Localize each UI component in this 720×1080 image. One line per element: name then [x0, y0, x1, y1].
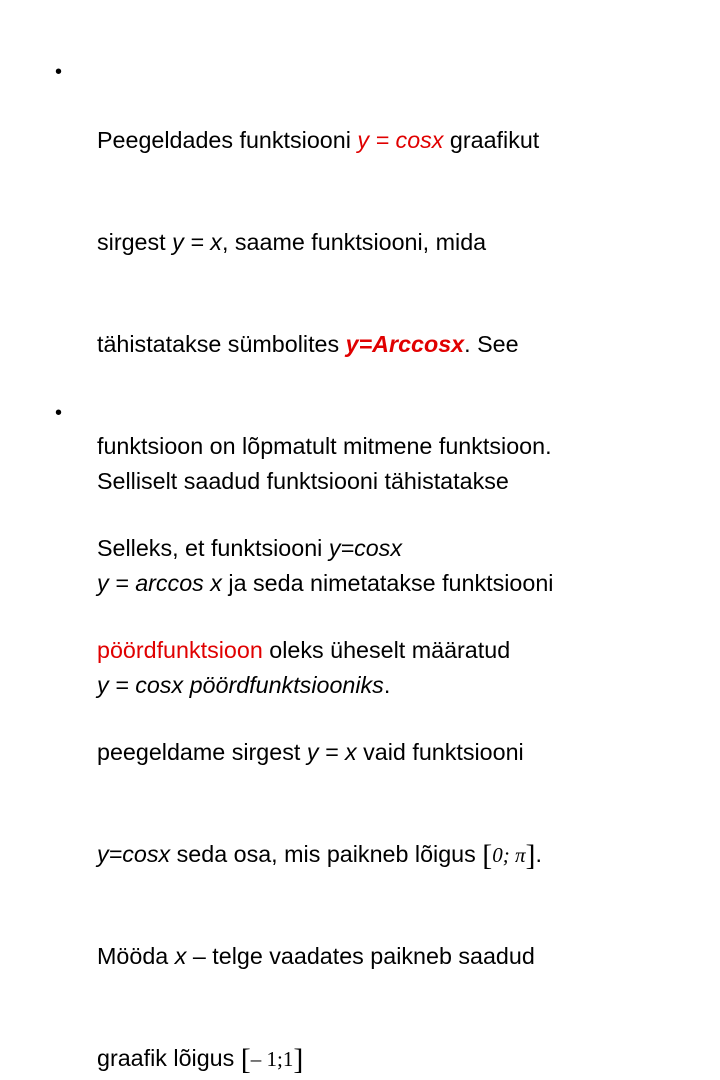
text-line: [97, 566, 697, 600]
variable-x: x: [174, 943, 187, 969]
text-line: [97, 123, 697, 157]
text-line: Selliselt saadud funktsiooni tähistatakse: [97, 468, 509, 494]
formula-y-cosx: y=cosx: [97, 841, 171, 867]
bullet-marker: •: [55, 402, 63, 424]
text-line: funktsioon on lõpmatult mitmene funktsioon.: [97, 433, 552, 459]
text-span: Mööda: [97, 943, 175, 969]
text-line: [97, 1041, 697, 1075]
interval-0-pi: [0; π]: [482, 839, 536, 872]
text-span: Peegeldades funktsiooni: [97, 127, 358, 153]
text-span: – telge vaadates paikneb saadud: [186, 943, 535, 969]
text-span: vaid funktsiooni: [356, 739, 524, 765]
text-line: [97, 668, 697, 702]
bullet-marker: •: [55, 61, 63, 83]
formula-inverse-name: y = cosx pöördfunktsiooniks: [97, 672, 384, 698]
formula-y-cosx: y = cosx: [357, 127, 444, 153]
text-span: peegeldame sirgest: [97, 739, 307, 765]
text-span: .: [535, 841, 543, 867]
text-span: graafikut: [443, 127, 540, 153]
formula-arccos: y=Arccosx: [345, 331, 465, 357]
text-span: tähistatakse sümbolites: [97, 331, 346, 357]
text-span: oleks üheselt määratud: [262, 637, 511, 663]
text-line: [97, 327, 697, 361]
text-span: sirgest: [97, 229, 173, 255]
formula-y-x: y = x: [306, 739, 357, 765]
formula-y-cosx: y=cosx: [328, 535, 402, 561]
text-line: [97, 837, 697, 871]
interval-minus1-1: [– 1;1]: [240, 1043, 304, 1076]
text-span: . See: [464, 331, 519, 357]
text-line: [97, 225, 697, 259]
formula-y-x: y = x: [172, 229, 222, 255]
text-span: , saame funktsiooni, mida: [221, 229, 487, 255]
text-span: .: [383, 672, 391, 698]
term-inverse-function: pöördfunktsioon: [97, 637, 263, 663]
bullet-paragraph-2: [97, 396, 697, 770]
text-span: Selleks, et funktsiooni: [97, 535, 329, 561]
text-span: seda osa, mis paikneb lõigus: [170, 841, 483, 867]
text-span: graafik lõigus: [97, 1045, 241, 1071]
text-line: [97, 939, 697, 973]
formula-arccos-x: y = arccos x: [97, 570, 222, 596]
text-span: ja seda nimetatakse funktsiooni: [221, 570, 554, 596]
